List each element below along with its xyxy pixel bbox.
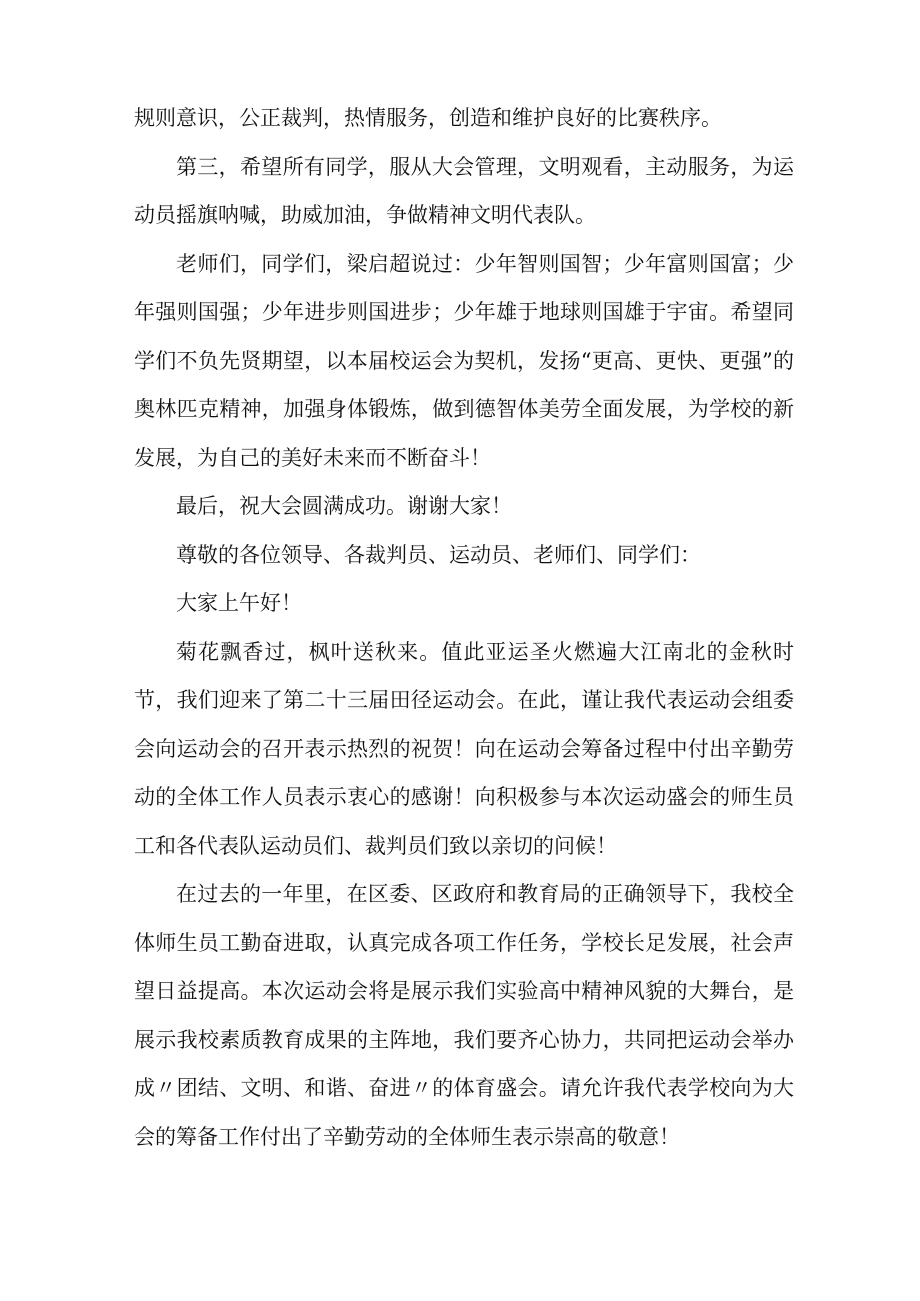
paragraph-8: 在过去的一年里，在区委、区政府和教育局的正确领导下，我校全体师生员工勤奋进取，认真完成各项工作任务，学校长足发展，社会声望日益提高。本次运动会将是展示我们实验高中精神风貌的大舞台，是展示我校素质教育成果的主阵地，我们要齐心协力，共同把运动会举办成〃团结、文明、和谐、奋进〃的体育盛会。请允许我代表学校向为大会的筹备工作付出了辛勤劳动的全体师生表示崇高的敬意！ (134, 882, 794, 1149)
paragraph-7: 菊花飘香过，枫叶送秋来。值此亚运圣火燃遍大江南北的金秋时节，我们迎来了第二十三届田径运动会。在此，谨让我代表运动会组委会向运动会的召开表示热烈的祝贺！向在运动会筹备过程中付出辛勤劳动的全体工作人员表示衷心的感谢！向积极参与本次运动盛会的师生员工和各代表队运动员们、裁判员们致以亲切的问候！ (134, 639, 794, 858)
paragraph-3: 老师们，同学们，梁启超说过：少年智则国智；少年富则国富；少年强则国强；少年进步则国进步；少年雄于地球则国雄于宇宙。希望同学们不负先贤期望，以本届校运会为契机，发扬“更高、更快、更强”的奥林匹克精神，加强身体锻炼，做到德智体美劳全面发展，为学校的新发展，为自己的美好未来而不断奋斗！ (134, 251, 794, 470)
document-body (134, 94, 794, 1161)
greeting: 大家上午好！ (176, 591, 302, 615)
paragraph-1: 规则意识，公正裁判，热情服务，创造和维护良好的比赛秩序。 (134, 106, 722, 130)
salutation: 尊敬的各位领导、各裁判员、运动员、老师们、同学们： (176, 542, 701, 567)
paragraph-4: 最后，祝大会圆满成功。谢谢大家！ (176, 494, 512, 518)
paragraph-2: 第三，希望所有同学，服从大会管理，文明观看，主动服务，为运动员摇旗呐喊，助威加油，争做精神文明代表队。 (134, 154, 794, 227)
